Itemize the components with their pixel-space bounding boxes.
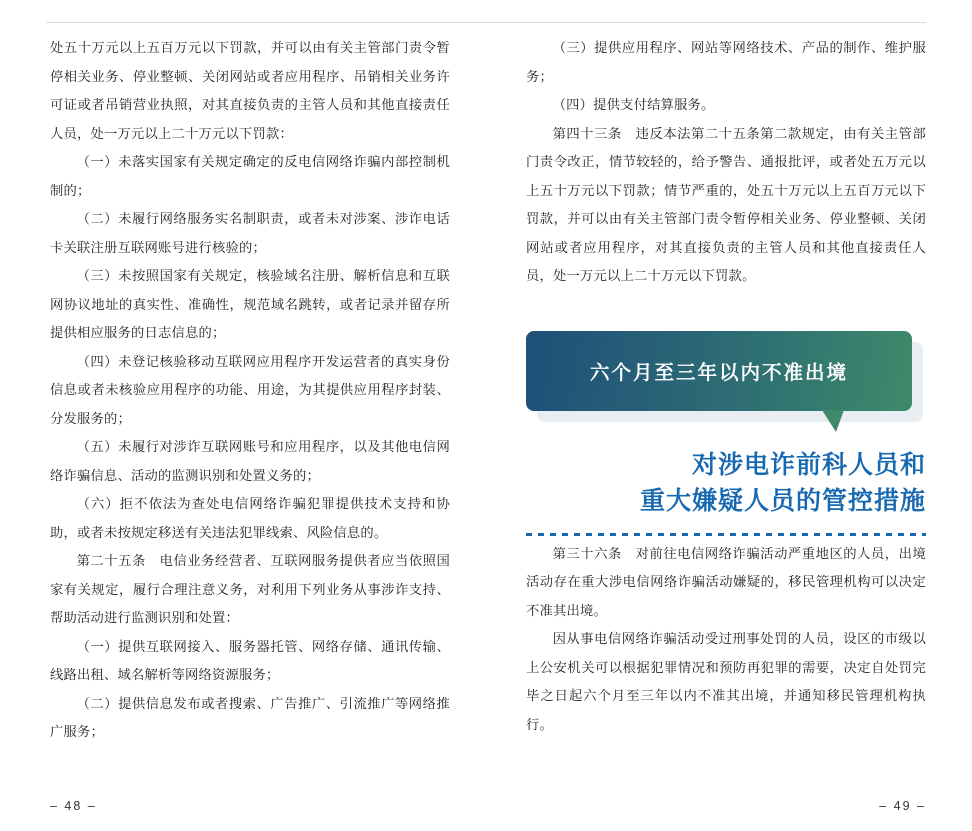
paragraph: 第四十三条 违反本法第二十五条第二款规定，由有关主管部门责令改正，情节较轻的，给予警告、通报批评，或者处五万元以上五十万元以下罚款；情节严重的，处五十万元以上五百万元以下罚款，并可以由有关主管部门责令暂停相关业务、停业整顿、关闭网站或者应用程序，对其直接负责的主管人员和其他直接责任人员，处一万元以上二十万元以下罚款。 xyxy=(526,125,926,283)
paragraph: （一）提供互联网接入、服务器托管、网络存储、通讯传输、线路出租、域名解析等网络资源服务； xyxy=(50,638,450,682)
two-column-layout xyxy=(0,34,972,794)
section-heading-line-1: 对涉电诈前科人员和 xyxy=(691,450,926,479)
paragraph: （六）拒不依法为查处电信网络诈骗犯罪提供技术支持和协助，或者未按规定移送有关违法犯罪线索、风险信息的。 xyxy=(50,496,450,540)
top-divider xyxy=(46,22,926,23)
paragraph: 第二十五条 电信业务经营者、互联网服务提供者应当依照国家有关规定，履行合理注意义务，对利用下列业务从事涉诈支持、帮助活动进行监测识别和处置： xyxy=(50,553,450,625)
page-number-left: – 48 – xyxy=(50,799,97,813)
paragraph: （五）未履行对涉诈互联网账号和应用程序，以及其他电信网络诈骗信息、活动的监测识别和处置义务的； xyxy=(50,439,450,483)
paragraph: 处五十万元以上五百万元以下罚款，并可以由有关主管部门责令暂停相关业务、停业整顿、关闭网站或者应用程序、吊销相关业务许可证或者吊销营业执照，对其直接负责的主管人员和其他直接责任人员，处一万元以上二十万元以下罚款： xyxy=(50,40,450,141)
left-column xyxy=(50,34,450,794)
paragraph: （四）未登记核验移动互联网应用程序开发运营者的真实身份信息或者未核验应用程序的功能、用途，为其提供应用程序封装、分发服务的； xyxy=(50,353,450,426)
paragraph: （二）未履行网络服务实名制职责，或者未对涉案、涉诈电话卡关联注册互联网账号进行核验的； xyxy=(50,211,450,255)
paragraph: （一）未落实国家有关规定确定的反电信网络诈骗内部控制机制的； xyxy=(50,154,450,198)
dashed-divider xyxy=(526,533,926,536)
paragraph: 因从事电信网络诈骗活动受过刑事处罚的人员，设区的市级以上公安机关可以根据犯罪情况和预防再犯罪的需要，决定自处罚完毕之日起六个月至三年以内不准其出境，并通知移民管理机构执行。 xyxy=(526,631,926,732)
paragraph: （三）未按照国家有关规定，核验域名注册、解析信息和互联网协议地址的真实性、准确性，规范域名跳转，或者记录并留存所提供相应服务的日志信息的； xyxy=(50,268,450,340)
section-heading-line-2: 重大嫌疑人员的管控措施 xyxy=(639,486,926,515)
callout-box xyxy=(526,331,912,411)
page-number-right: – 49 – xyxy=(879,799,926,813)
paragraph: 第三十六条 对前往电信网络诈骗活动严重地区的人员，出境活动存在重大涉电信网络诈骗活动嫌疑的，移民管理机构可以决定不准其出境。 xyxy=(526,545,926,618)
callout-balloon xyxy=(526,331,926,431)
paragraph: （二）提供信息发布或者搜索、广告推广、引流推广等网络推广服务； xyxy=(50,695,450,739)
section-heading xyxy=(526,447,926,519)
paragraph: （四）提供支付结算服务。 xyxy=(552,97,715,112)
paragraph: （三）提供应用程序、网站等网络技术、产品的制作、维护服务； xyxy=(526,40,926,84)
callout-text: 六个月至三年以内不准出境 xyxy=(589,361,848,384)
right-column xyxy=(526,34,926,794)
callout-tail-icon xyxy=(822,410,844,432)
